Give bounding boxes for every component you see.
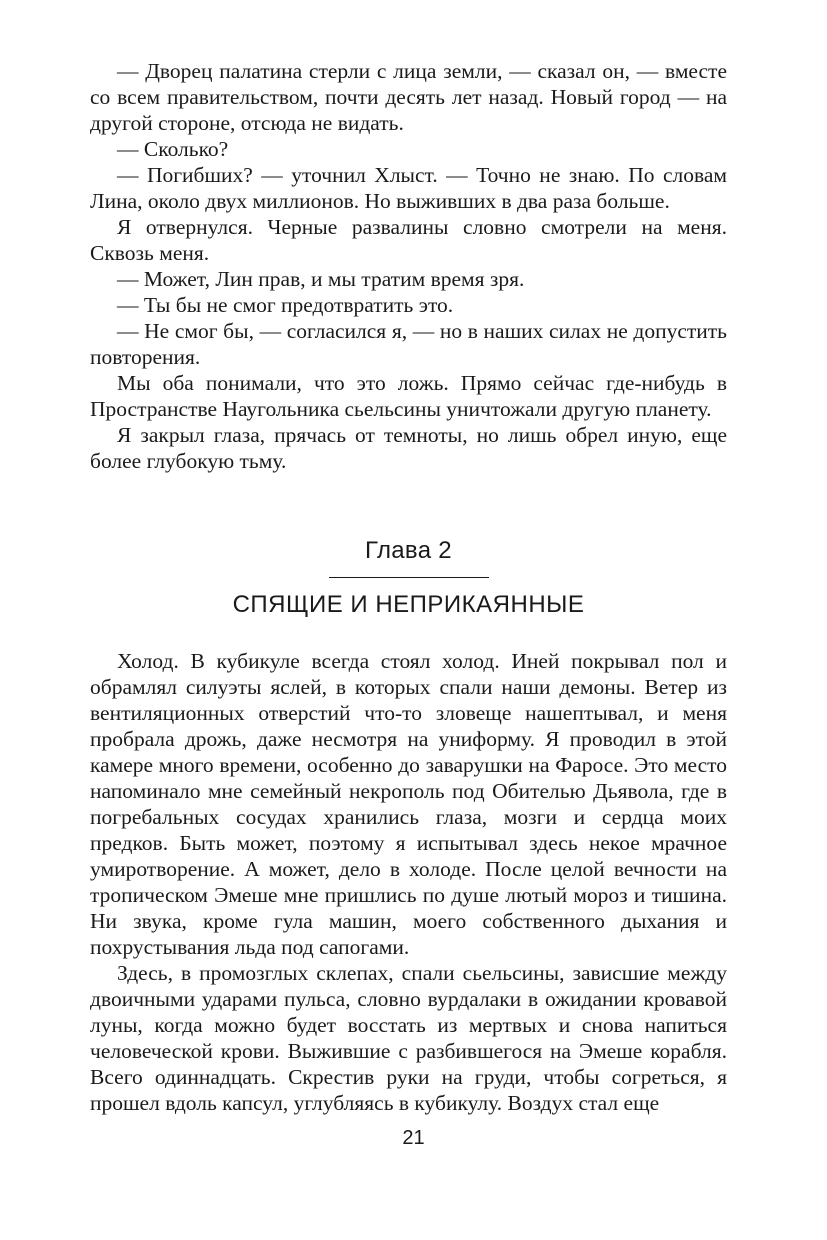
chapter-title: СПЯЩИЕ И НЕПРИКАЯННЫЕ: [232, 591, 585, 618]
paragraph: — Ты бы не смог предотвратить это.: [117, 293, 454, 317]
paragraph: Я отвернулся. Черные развалины словно смотрели на меня. Сквозь меня.: [90, 215, 727, 265]
page-number: 21: [402, 1127, 425, 1149]
paragraph: — Дворец палатина стерли с лица земли, — сказал он, — вместе со всем правительством, почти десять лет назад. Новый город — на другой стороне, отсюда не видать.: [90, 59, 727, 135]
chapter-heading: [90, 536, 727, 620]
chapter-body: [90, 648, 727, 1116]
chapter-number: Глава 2: [365, 537, 452, 564]
paragraph: — Не смог бы, — согласился я, — но в наших силах не допустить повторения.: [90, 319, 727, 369]
paragraph: Здесь, в промозглых склепах, спали сьельсины, зависшие между двоичными ударами пульса, словно вурдалаки в ожидании кровавой луны, когда можно будет восстать из мертвых и снова напиться человеческой крови. Выжившие с разбившегося на Эмеше корабля. Всего одиннадцать. Скрестив руки на груди, чтобы согреться, я прошел вдоль капсул, углубляясь в кубикулу. Воздух стал еще: [90, 961, 727, 1115]
text-before-chapter: [90, 58, 727, 474]
chapter-divider: [329, 577, 489, 578]
paragraph: Я закрыл глаза, прячась от темноты, но лишь обрел иную, еще более глубокую тьму.: [90, 423, 727, 473]
paragraph: — Сколько?: [117, 137, 229, 161]
paragraph: Мы оба понимали, что это ложь. Прямо сейчас где-нибудь в Пространстве Наугольника сьельсины уничтожали другую планету.: [90, 371, 727, 421]
paragraph: — Погибших? — уточнил Хлыст. — Точно не знаю. По словам Лина, около двух миллионов. Но выживших в два раза больше.: [90, 163, 727, 213]
paragraph: — Может, Лин прав, и мы тратим время зря.: [117, 267, 525, 291]
paragraph: Холод. В кубикуле всегда стоял холод. Иней покрывал пол и обрамлял силуэты яслей, в которых спали наши демоны. Ветер из вентиляционных отверстий что-то зловеще нашептывал, и меня пробрала дрожь, даже несмотря на униформу. Я проводил в этой камере много времени, особенно до заварушки на Фаросе. Это место напоминало мне семейный некрополь под Обителью Дьявола, где в погребальных сосудах хранились глаза, мозги и сердца моих предков. Быть может, поэтому я испытывал здесь некое мрачное умиротворение. А может, дело в холоде. После целой вечности на тропическом Эмеше мне пришлись по душе лютый мороз и тишина. Ни звука, кроме гула машин, моего собственного дыхания и похрустывания льда под сапогами.: [90, 649, 727, 959]
book-page: [90, 58, 727, 1116]
